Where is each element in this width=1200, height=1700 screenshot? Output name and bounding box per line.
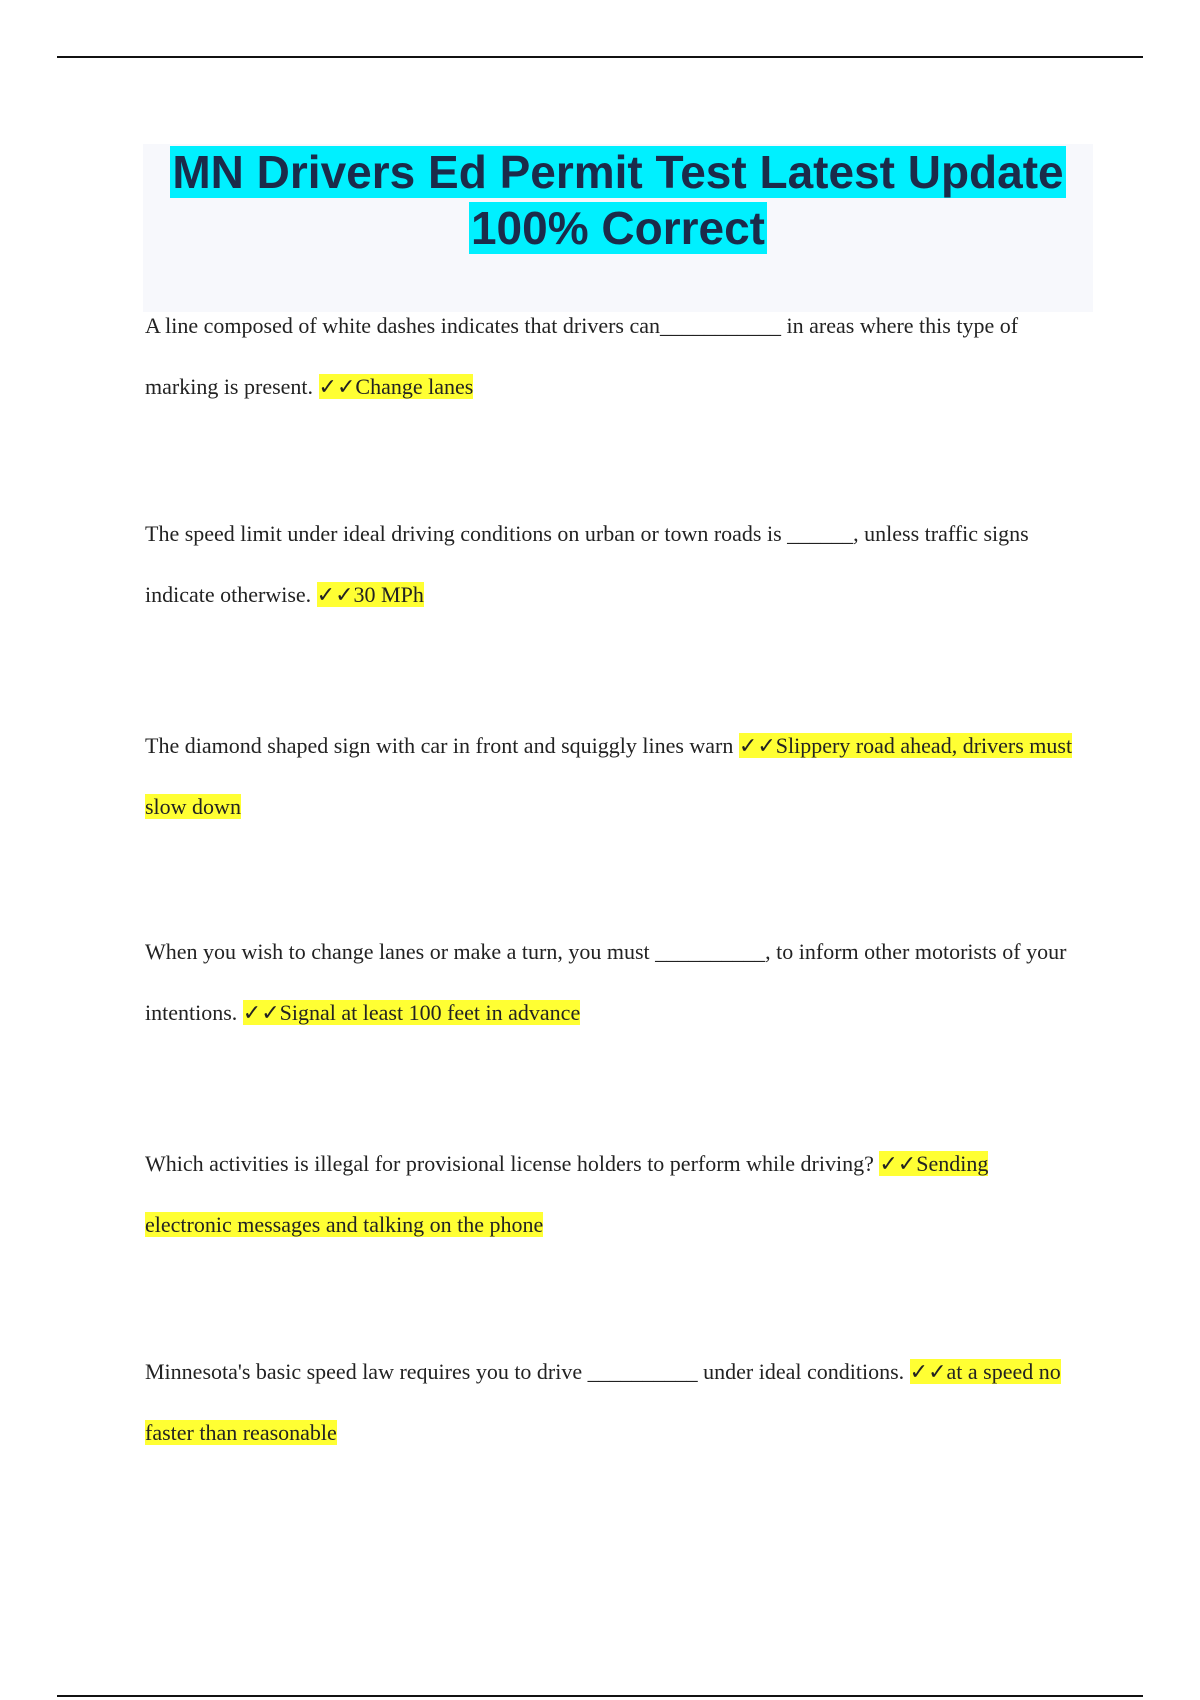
top-rule [57,56,1143,58]
bottom-rule [57,1695,1143,1697]
question-item-6 [145,1341,1075,1463]
question-text: Which activities is illegal for provisional license holders to perform while driving? [145,1151,874,1176]
question-item-5 [145,1133,1075,1255]
answer-highlight: ✓✓Change lanes [318,374,474,399]
answer-highlight: ✓✓Slippery road ahead, drivers must slow down [145,733,1073,819]
title-line-1: MN Drivers Ed Permit Test Latest Update [172,146,1064,198]
question-item-2 [145,503,1075,625]
question-item-3 [145,715,1075,837]
question-item-1 [145,295,1075,417]
question-text: The diamond shaped sign with car in front and squiggly lines warn [145,733,734,758]
answer-highlight: ✓✓at a speed no faster than reasonable [145,1359,1061,1445]
answer-highlight: ✓✓Signal at least 100 feet in advance [242,1000,581,1025]
question-text: A line composed of white dashes indicates that drivers can___________ in areas where this type of marking is present. [145,313,1019,399]
title-block [143,144,1093,312]
answer-highlight: ✓✓30 MPh [316,582,424,607]
title-line-2: 100% Correct [470,202,766,254]
question-text: Minnesota's basic speed law requires you to drive __________ under ideal conditions. [145,1359,905,1384]
question-item-4 [145,921,1075,1043]
answer-highlight: ✓✓Sending electronic messages and talking on the phone [145,1151,989,1237]
question-text: The speed limit under ideal driving conditions on urban or town roads is ______, unless traffic signs indicate otherwise. [145,521,1029,607]
question-text: When you wish to change lanes or make a turn, you must __________, to inform other motorists of your intentions. [145,939,1067,1025]
page-title [143,144,1093,256]
